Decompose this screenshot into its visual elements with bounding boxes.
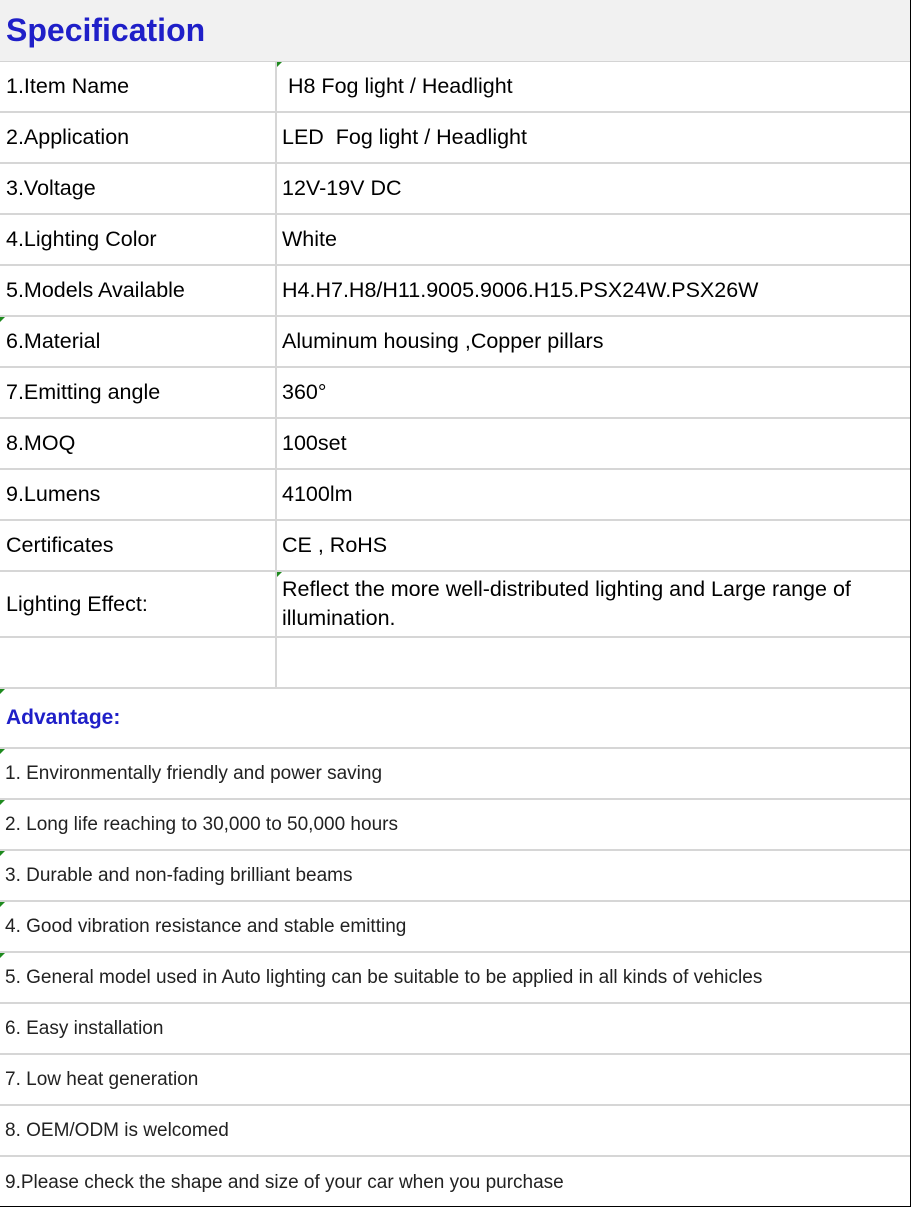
advantage-item[interactable] <box>0 953 910 1004</box>
advantage-item-text: 5. General model used in Auto lighting can be suitable to be applied in all kinds of vehicles <box>5 966 763 988</box>
advantage-item[interactable] <box>0 902 910 953</box>
spec-value <box>277 368 910 417</box>
spec-row-voltage[interactable] <box>0 164 910 215</box>
spec-value-text: 4100lm <box>282 482 353 506</box>
spec-label: Certificates <box>0 521 277 570</box>
spec-value-text: LED Fog light / Headlight <box>282 125 527 149</box>
spec-row-moq[interactable] <box>0 419 910 470</box>
spec-row-models-available[interactable] <box>0 266 910 317</box>
spec-value-text: Aluminum housing ,Copper pillars <box>282 329 604 353</box>
advantage-item[interactable] <box>0 749 910 800</box>
advantage-item[interactable] <box>0 1004 910 1055</box>
spec-label: 2.Application <box>0 113 277 162</box>
spec-title: Specification <box>6 12 206 48</box>
spec-value-text: 12V-19V DC <box>282 176 402 200</box>
spec-label: 5.Models Available <box>0 266 277 315</box>
spec-label <box>0 638 277 687</box>
comment-marker-icon <box>277 62 282 67</box>
spec-label: 3.Voltage <box>0 164 277 213</box>
spec-table <box>0 62 910 689</box>
spec-value-text: 100set <box>282 431 347 455</box>
comment-marker-icon <box>0 800 5 805</box>
advantage-item-text: 1. Environmentally friendly and power saving <box>5 762 383 784</box>
spec-value <box>277 521 910 570</box>
advantage-list <box>0 749 910 1208</box>
spec-value <box>277 317 910 366</box>
advantage-item[interactable] <box>0 1157 910 1208</box>
advantage-item[interactable] <box>0 1106 910 1157</box>
advantage-item-text: 7. Low heat generation <box>5 1068 199 1090</box>
spec-header <box>0 0 910 62</box>
spec-row-lighting-color[interactable] <box>0 215 910 266</box>
advantage-item[interactable] <box>0 1055 910 1106</box>
spec-row-item-name[interactable] <box>0 62 910 113</box>
spec-row-empty[interactable] <box>0 638 910 689</box>
advantage-item-text: 9.Please check the shape and size of your car when you purchase <box>5 1171 564 1193</box>
spec-value <box>277 638 910 687</box>
comment-marker-icon <box>0 953 5 958</box>
spec-row-application[interactable] <box>0 113 910 164</box>
comment-marker-icon <box>0 902 5 907</box>
advantage-item[interactable] <box>0 800 910 851</box>
spec-row-lighting-effect[interactable] <box>0 572 910 638</box>
advantage-item-text: 8. OEM/ODM is welcomed <box>5 1119 229 1141</box>
spec-label: Lighting Effect: <box>0 572 277 636</box>
spec-value-text: CE , RoHS <box>282 533 388 557</box>
spec-value <box>277 470 910 519</box>
spec-value <box>277 164 910 213</box>
spec-label-cell <box>0 317 277 366</box>
advantage-item-text: 6. Easy installation <box>5 1017 164 1039</box>
advantage-item-text: 2. Long life reaching to 30,000 to 50,000 hours <box>5 813 398 835</box>
spec-value <box>277 113 910 162</box>
spec-value-text: Reflect the more well-distributed lighting and Large range of illumination. <box>282 577 851 630</box>
comment-marker-icon <box>0 317 5 322</box>
spec-value <box>277 62 910 111</box>
spec-row-emitting-angle[interactable] <box>0 368 910 419</box>
advantage-item-text: 3. Durable and non-fading brilliant beams <box>5 864 353 886</box>
spec-label: 7.Emitting angle <box>0 368 277 417</box>
spec-label: 9.Lumens <box>0 470 277 519</box>
spec-label: 8.MOQ <box>0 419 277 468</box>
comment-marker-icon <box>0 851 5 856</box>
spec-value <box>277 215 910 264</box>
comment-marker-icon <box>0 689 5 694</box>
spec-value <box>277 572 910 636</box>
spec-label: 6.Material <box>6 329 101 353</box>
advantage-header <box>0 689 910 749</box>
spec-value-text: H4.H7.H8/H11.9005.9006.H15.PSX24W.PSX26W <box>282 278 759 302</box>
comment-marker-icon <box>0 749 5 754</box>
spec-value-text: White <box>282 227 337 251</box>
spec-value <box>277 419 910 468</box>
spec-label: 1.Item Name <box>0 62 277 111</box>
spec-value <box>277 266 910 315</box>
advantage-item[interactable] <box>0 851 910 902</box>
spec-row-certificates[interactable] <box>0 521 910 572</box>
spec-value-text: H8 Fog light / Headlight <box>282 74 513 98</box>
spec-value-text: 360° <box>282 380 327 404</box>
advantage-title: Advantage: <box>6 706 121 729</box>
spec-row-lumens[interactable] <box>0 470 910 521</box>
comment-marker-icon <box>277 572 282 577</box>
spec-row-material[interactable] <box>0 317 910 368</box>
spec-label: 4.Lighting Color <box>0 215 277 264</box>
advantage-item-text: 4. Good vibration resistance and stable emitting <box>5 915 407 937</box>
